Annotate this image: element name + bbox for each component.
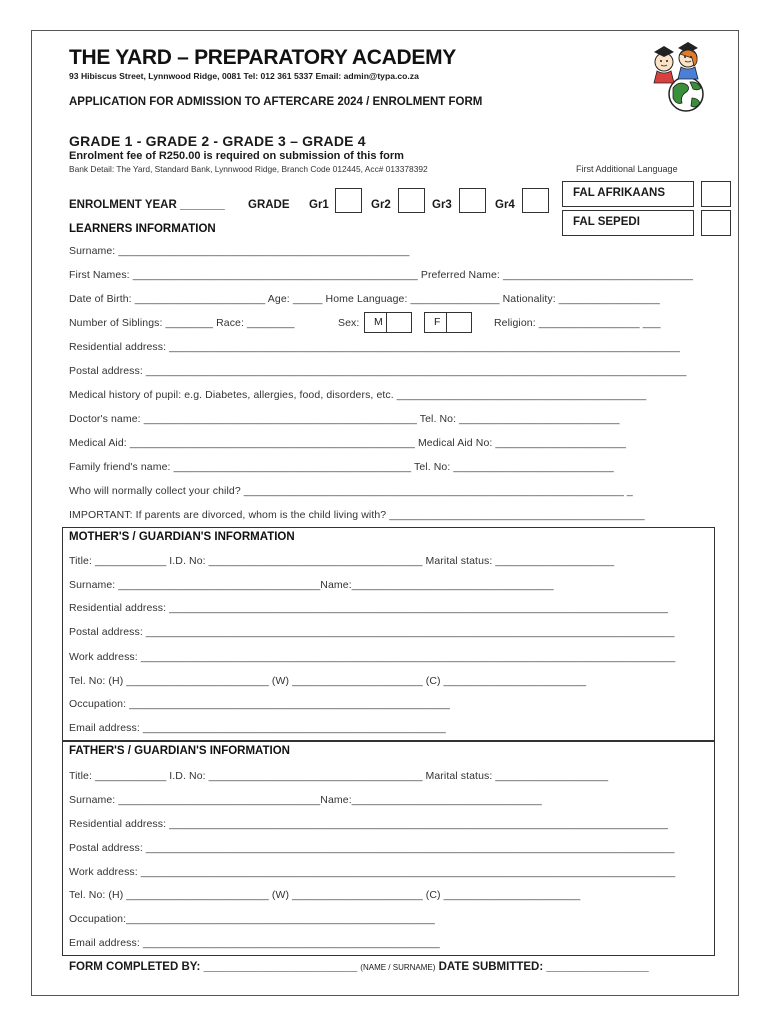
father-surname-field[interactable]: Surname: __________________________________Name:________________________________ <box>69 794 542 806</box>
application-title: APPLICATION FOR ADMISSION TO AFTERCARE 2024 / ENROLMENT FORM <box>69 96 483 108</box>
surname-field[interactable]: Surname: _________________________________________________ <box>69 245 410 257</box>
father-residential-field[interactable]: Residential address: ____________________________________________________________________________________ <box>69 818 669 830</box>
completed-by-field[interactable]: FORM COMPLETED BY: ________________________ <box>69 961 358 973</box>
fee-notice: Enrolment fee of R250.00 is required on submission of this form <box>69 150 404 162</box>
grade-1-label: Gr1 <box>309 199 329 211</box>
mother-title-id-field[interactable]: Title: ____________ I.D. No: ____________________________________ Marital status: ____________________ <box>69 555 615 567</box>
school-name: THE YARD – PREPARATORY ACADEMY <box>69 46 456 69</box>
father-occupation-field[interactable]: Occupation:____________________________________________________ <box>69 913 435 925</box>
grade-1-checkbox[interactable] <box>335 188 362 213</box>
grade-4-label: Gr4 <box>495 199 515 211</box>
date-submitted-field[interactable]: DATE SUBMITTED: ________________ <box>438 961 649 973</box>
family-friend-field[interactable]: Family friend's name: ________________________________________ Tel. No: ___________________________ <box>69 461 614 473</box>
bank-details: Bank Detail: The Yard, Standard Bank, Lynnwood Ridge, Branch Code 012445, Acc# 013378392 <box>69 164 428 174</box>
sex-female-label: F <box>434 316 441 328</box>
mother-heading: MOTHER'S / GUARDIAN'S INFORMATION <box>69 531 295 543</box>
sex-male-label: M <box>374 316 383 328</box>
collect-child-field[interactable]: Who will normally collect your child? ________________________________________________________________ _ <box>69 485 633 497</box>
school-logo <box>640 36 716 114</box>
fal-sepedi-checkbox[interactable] <box>701 210 731 236</box>
father-postal-field[interactable]: Postal address: _________________________________________________________________________________________ <box>69 842 675 854</box>
grade-2-checkbox[interactable] <box>398 188 425 213</box>
postal-address-field[interactable]: Postal address: ___________________________________________________________________________________________ <box>69 365 687 377</box>
grade-4-checkbox[interactable] <box>522 188 549 213</box>
medical-history-field[interactable]: Medical history of pupil: e.g. Diabetes, allergies, food, disorders, etc. __________________________________________ <box>69 389 647 401</box>
mother-postal-field[interactable]: Postal address: _________________________________________________________________________________________ <box>69 626 675 638</box>
doctor-field[interactable]: Doctor's name: ______________________________________________ Tel. No: ___________________________ <box>69 413 620 425</box>
date-of-birth-field[interactable]: Date of Birth: ______________________ Age: _____ Home Language: _______________ Nationality: _________________ <box>69 293 660 305</box>
father-work-field[interactable]: Work address: __________________________________________________________________________________________ <box>69 866 676 878</box>
fal-label: First Additional Language <box>576 164 678 174</box>
mother-surname-field[interactable]: Surname: __________________________________Name:__________________________________ <box>69 579 554 591</box>
first-names-field[interactable]: First Names: ________________________________________________ Preferred Name: ________________________________ <box>69 269 694 281</box>
fal-afrikaans-label: FAL AFRIKAANS <box>562 181 694 207</box>
sex-female-option[interactable] <box>424 312 472 333</box>
sex-label: Sex: <box>338 317 360 329</box>
learners-heading: LEARNERS INFORMATION <box>69 223 216 235</box>
siblings-race-field[interactable]: Number of Siblings: ________ Race: ________ <box>69 317 295 329</box>
divorced-living-field[interactable]: IMPORTANT: If parents are divorced, whom is the child living with? ___________________________________________ <box>69 509 645 521</box>
religion-field[interactable]: Religion: _________________ ___ <box>494 317 661 329</box>
grade-2-label: Gr2 <box>371 199 391 211</box>
father-tel-field[interactable]: Tel. No: (H) ________________________ (W) ______________________ (C) _______________________ <box>69 889 581 901</box>
mother-work-field[interactable]: Work address: __________________________________________________________________________________________ <box>69 651 676 663</box>
father-email-field[interactable]: Email address: __________________________________________________ <box>69 937 440 949</box>
enrolment-year-field[interactable]: ENROLMENT YEAR _______ <box>69 199 225 211</box>
name-surname-label: (NAME / SURNAME) <box>360 963 436 972</box>
fal-sepedi-label: FAL SEPEDI <box>562 210 694 236</box>
father-heading: FATHER'S / GUARDIAN'S INFORMATION <box>69 745 290 757</box>
mother-email-field[interactable]: Email address: ___________________________________________________ <box>69 722 446 734</box>
fal-afrikaans-checkbox[interactable] <box>701 181 731 207</box>
grade-3-label: Gr3 <box>432 199 452 211</box>
grade-label: GRADE <box>248 199 290 211</box>
school-address: 93 Hibiscus Street, Lynnwood Ridge, 0081 Tel: 012 361 5337 Email: admin@typa.co.za <box>69 71 419 81</box>
form-footer <box>69 961 649 973</box>
grade-3-checkbox[interactable] <box>459 188 486 213</box>
mother-residential-field[interactable]: Residential address: ____________________________________________________________________________________ <box>69 602 669 614</box>
mother-tel-field[interactable]: Tel. No: (H) ________________________ (W) ______________________ (C) ________________________ <box>69 675 587 687</box>
medical-aid-field[interactable]: Medical Aid: ________________________________________________ Medical Aid No: ______________________ <box>69 437 627 449</box>
residential-address-field[interactable]: Residential address: ______________________________________________________________________________________ <box>69 341 680 353</box>
father-title-id-field[interactable]: Title: ____________ I.D. No: ____________________________________ Marital status: ___________________ <box>69 770 609 782</box>
sex-male-option[interactable] <box>364 312 412 333</box>
mother-occupation-field[interactable]: Occupation: ______________________________________________________ <box>69 698 450 710</box>
grades-line: GRADE 1 - GRADE 2 - GRADE 3 – GRADE 4 <box>69 133 366 149</box>
